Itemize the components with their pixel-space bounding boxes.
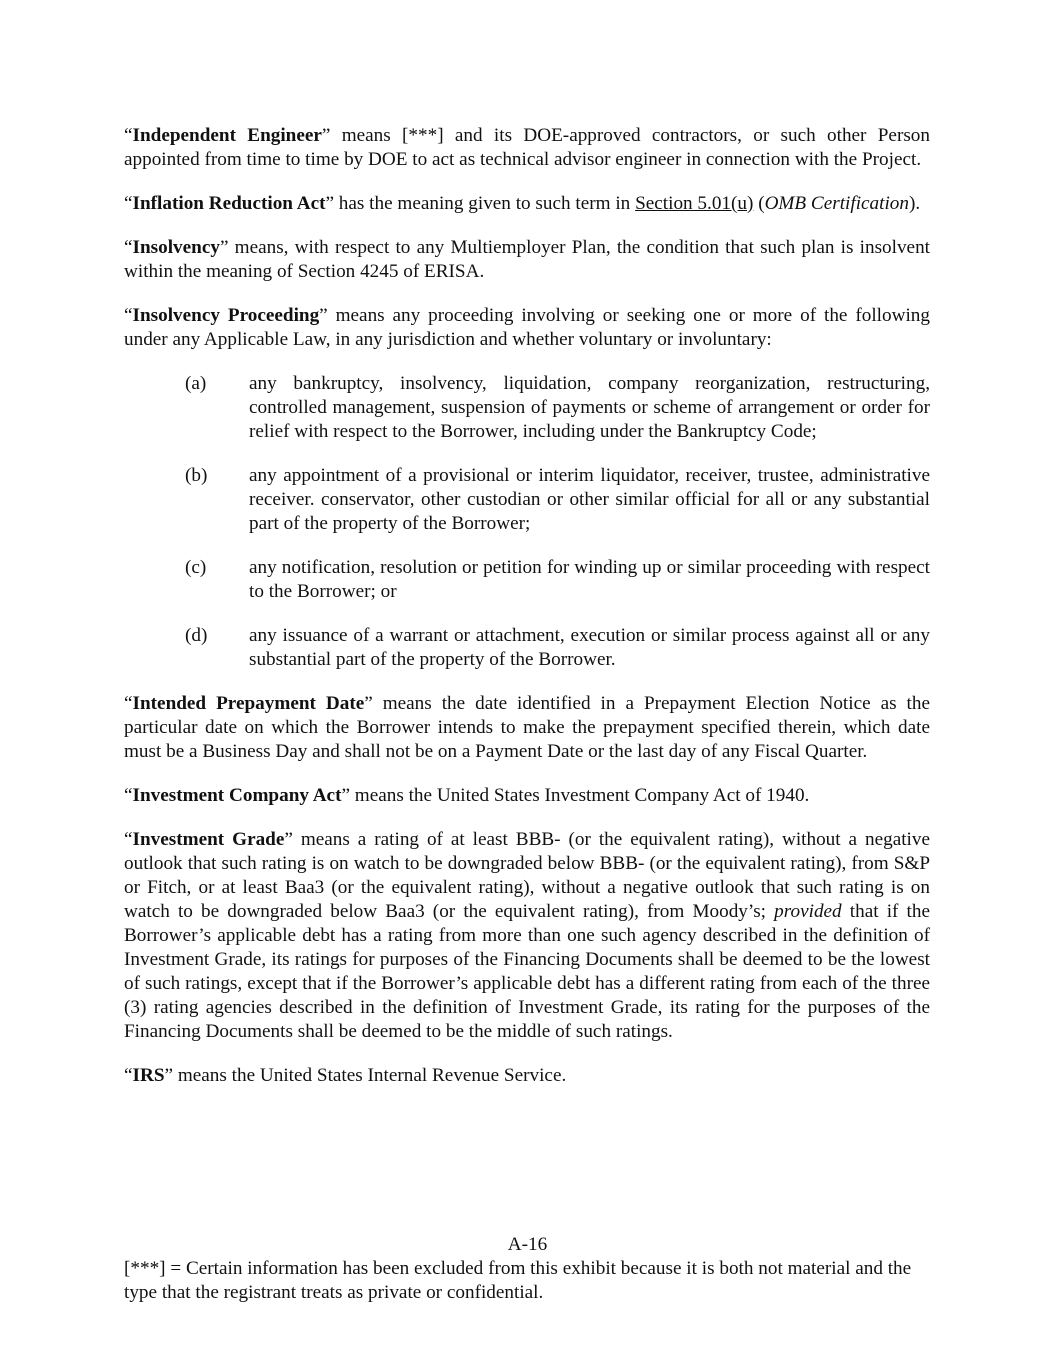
list-item (124, 464, 930, 536)
redaction-footnote: [***] = Certain information has been excluded from this exhibit because it is both not material and the type that the registrant treats as private or confidential. (124, 1258, 912, 1303)
item-label: (c) (185, 557, 207, 578)
definition-insolvency-proceeding: “Insolvency Proceeding” means any proceeding involving or seeking one or more of the following under any Applicable Law, in any jurisdiction and whether voluntary or involuntary: (124, 305, 930, 350)
list-item (124, 372, 930, 444)
term-insolvency-proceeding: Insolvency Proceeding (132, 305, 320, 326)
item-label: (b) (185, 465, 208, 486)
term-irs: IRS (132, 1065, 165, 1086)
term-investment-company-act: Investment Company Act (132, 785, 342, 806)
definition-inflation-reduction-act: “Inflation Reduction Act” has the meaning given to such term in Section 5.01(u) (OMB Certification). (124, 193, 921, 214)
definition-insolvency: “Insolvency” means, with respect to any Multiemployer Plan, the condition that such plan is insolvent within the meaning of Section 4245 of ERISA. (124, 237, 930, 282)
list-item (124, 556, 930, 604)
term-independent-engineer: Independent Engineer (132, 125, 322, 146)
item-text: any issuance of a warrant or attachment, execution or similar process against all or any substantial part of the property of the Borrower. (249, 625, 930, 670)
definition-irs: “IRS” means the United States Internal Revenue Service. (124, 1065, 567, 1086)
document-body (124, 124, 930, 1108)
term-inflation-reduction-act: Inflation Reduction Act (132, 193, 326, 214)
section-reference: Section 5.01(u) (635, 193, 754, 214)
item-text: any notification, resolution or petition for winding up or similar proceeding with respect to the Borrower; or (249, 557, 930, 602)
item-text: any bankruptcy, insolvency, liquidation, company reorganization, restructuring, controlled management, suspension of payments or scheme of arrangement or order for relief with respect to the Borrower, including under the Bankruptcy Code; (249, 373, 930, 442)
definition-intended-prepayment-date: “Intended Prepayment Date” means the date identified in a Prepayment Election Notice as the particular date on which the Borrower intends to make the prepayment specified therein, which date must be a Business Day and shall not be on a Payment Date or the last day of any Fiscal Quarter. (124, 693, 930, 762)
item-label: (a) (185, 373, 207, 394)
item-label: (d) (185, 625, 208, 646)
term-insolvency: Insolvency (132, 237, 220, 258)
page-number: A-16 (507, 1234, 548, 1255)
term-intended-prepayment-date: Intended Prepayment Date (132, 693, 365, 714)
item-text: any appointment of a provisional or interim liquidator, receiver, trustee, administrative receiver. conservator, other custodian or other similar official for all or any substantial part of the property of the Borrower; (249, 465, 930, 534)
term-investment-grade: Investment Grade (132, 829, 285, 850)
definition-investment-company-act: “Investment Company Act” means the United States Investment Company Act of 1940. (124, 785, 810, 806)
definition-investment-grade: “Investment Grade” means a rating of at least BBB- (or the equivalent rating), without a negative outlook that such rating is on watch to be downgraded below BBB- (or the equivalent rating), from S&P or Fitch, or at least Baa3 (or the equivalent rating), without a negative outlook that such rating is on watch to be downgraded below Baa3 (or the equivalent rating), from Moody’s; provided that if the Borrower’s applicable debt has a rating from more than one such agency described in the definition of Investment Grade, its ratings for purposes of the Financing Documents shall be deemed to be the lowest of such ratings, except that if the Borrower’s applicable debt has a different rating from each of the three (3) rating agencies described in the definition of Investment Grade, its rating for the purposes of the Financing Documents shall be deemed to be the middle of such ratings. (124, 829, 930, 1042)
list-item (124, 624, 930, 672)
definition-independent-engineer: “Independent Engineer” means [***] and its DOE-approved contractors, or such other Person appointed from time to time by DOE to act as technical advisor engineer in connection with the Project. (124, 125, 930, 170)
